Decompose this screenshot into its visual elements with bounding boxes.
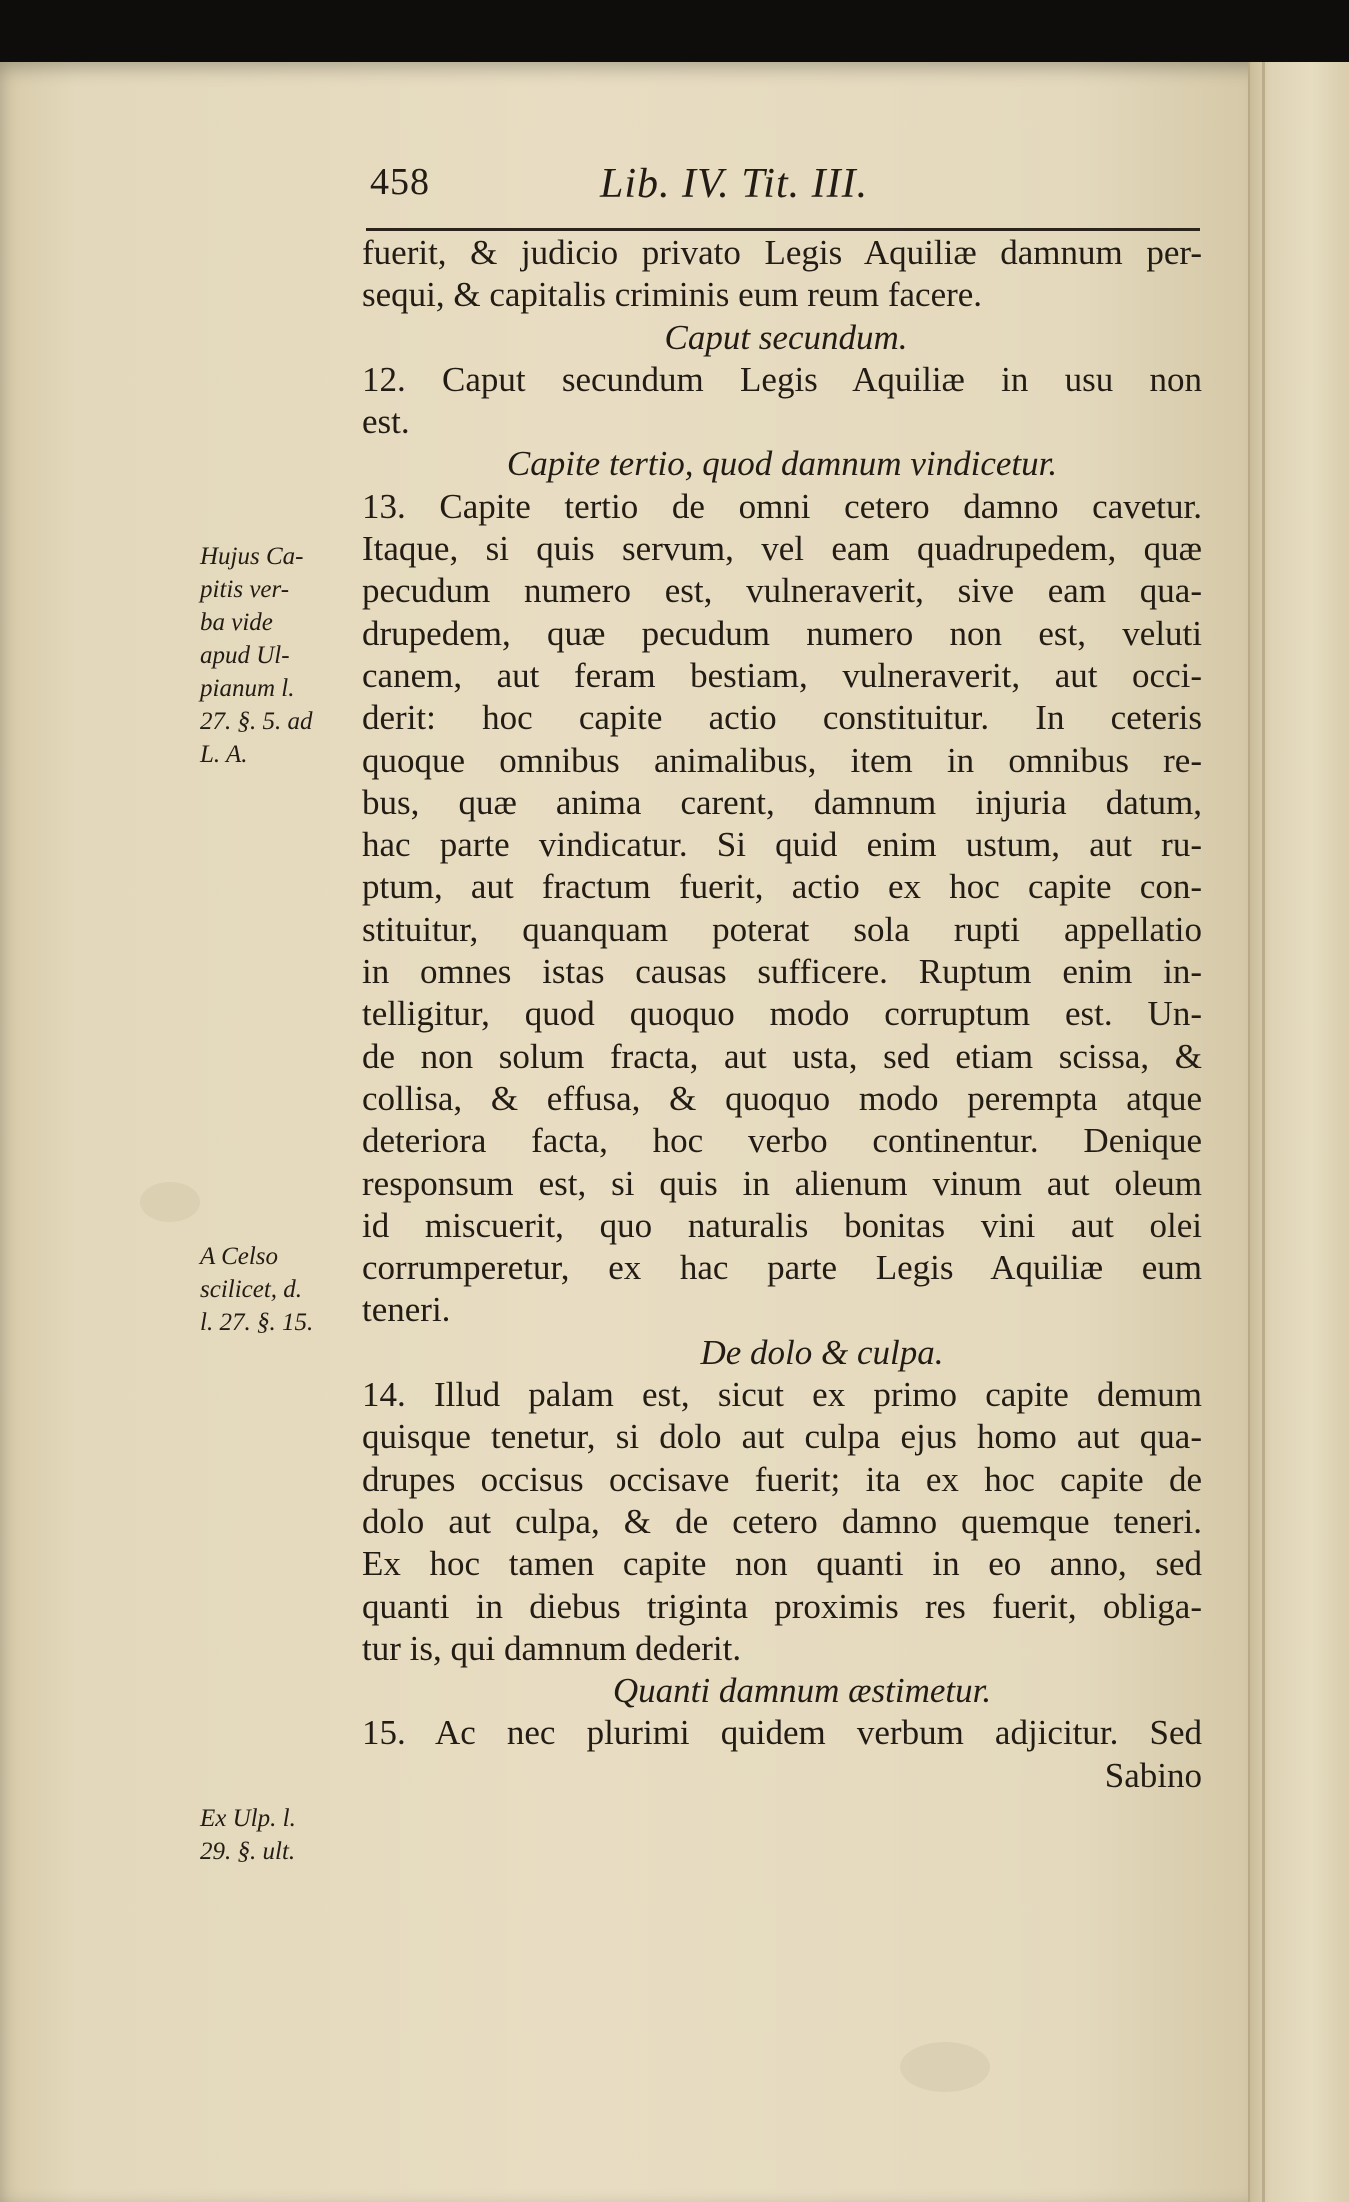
- text-line: 12. Caput secundum Legis Aquiliæ in usu non: [362, 359, 1202, 399]
- text-line: teneri.: [362, 1290, 451, 1330]
- text-line: Ex hoc tamen capite non quanti in eo anno, sed: [362, 1544, 1202, 1584]
- text-line: hac parte vindicatur. Si quid enim ustum, aut ru-: [362, 825, 1202, 865]
- main-text-column: [362, 232, 1202, 1797]
- section-heading: Quanti damnum æstimetur.: [612, 1671, 992, 1711]
- text-line: fuerit, & judicio privato Legis Aquiliæ damnum per-: [362, 233, 1202, 272]
- text-line: telligitur, quod quoquo modo corruptum est. Un-: [362, 994, 1202, 1034]
- text-line: 14. Illud palam est, sicut ex primo capite demum: [362, 1375, 1202, 1415]
- text-line: ptum, aut fractum fuerit, actio ex hoc capite con-: [362, 867, 1202, 907]
- margin-note: A Celso scilicet, d. l. 27. §. 15.: [200, 1243, 314, 1336]
- text-line: derit: hoc capite actio constituitur. In ceteris: [362, 698, 1202, 738]
- scan-top-border: [0, 0, 1349, 70]
- page-gutter-line: [1262, 62, 1265, 2202]
- text-line: deteriora facta, hoc verbo continentur. Denique: [362, 1121, 1202, 1161]
- text-line: 15. Ac nec plurimi quidem verbum adjicitur. Sed: [362, 1713, 1202, 1753]
- text-line: dolo aut culpa, & de cetero damno quemque teneri.: [362, 1501, 1202, 1541]
- section-heading: Capite tertio, quod damnum vindicetur.: [506, 444, 1058, 484]
- text-line: corrumperetur, ex hac parte Legis Aquiliæ eum: [362, 1248, 1202, 1288]
- text-line: quisque tenetur, si dolo aut culpa ejus homo aut qua-: [362, 1417, 1202, 1457]
- text-line: stituitur, quanquam poterat sola rupti appellatio: [362, 909, 1202, 949]
- text-line: drupes occisus occisave fuerit; ita ex hoc capite de: [362, 1459, 1202, 1499]
- page-header: [370, 160, 1210, 220]
- text-line: tur is, qui damnum dederit.: [362, 1628, 742, 1668]
- text-line: 13. Capite tertio de omni cetero damno cavetur.: [362, 486, 1202, 526]
- margin-note: Hujus Ca- pitis ver- ba vide apud Ul- pianum l. 27. §. 5. ad L. A.: [200, 543, 313, 768]
- text-line: est.: [362, 402, 410, 442]
- text-line: in omnes istas causas sufficere. Ruptum enim in-: [362, 952, 1202, 992]
- text-line: de non solum fracta, aut usta, sed etiam scissa, &: [362, 1036, 1202, 1076]
- text-line: quanti in diebus triginta proximis res fuerit, obliga-: [362, 1586, 1202, 1626]
- page-number: 458: [370, 161, 430, 203]
- text-line: Itaque, si quis servum, vel eam quadrupedem, quæ: [362, 529, 1202, 569]
- text-line: collisa, & effusa, & quoquo modo perempta atque: [362, 1078, 1202, 1118]
- text-line: pecudum numero est, vulneraverit, sive eam qua-: [362, 571, 1202, 611]
- running-head: Lib. IV. Tit. III.: [600, 161, 869, 207]
- text-line: canem, aut feram bestiam, vulneraverit, aut occi-: [362, 655, 1202, 695]
- text-line: sequi, & capitalis criminis eum reum facere.: [362, 275, 983, 315]
- catchword: Sabino: [1104, 1755, 1202, 1795]
- text-line: id miscuerit, quo naturalis bonitas vini aut olei: [362, 1205, 1202, 1245]
- text-line: drupedem, quæ pecudum numero non est, veluti: [362, 613, 1202, 653]
- section-heading: De dolo & culpa.: [700, 1332, 944, 1372]
- text-line: bus, quæ anima carent, damnum injuria datum,: [362, 782, 1202, 822]
- header-rule: [366, 228, 1200, 231]
- margin-note: Ex Ulp. l. 29. §. ult.: [200, 1805, 296, 1865]
- text-line: responsum est, si quis in alienum vinum aut oleum: [362, 1163, 1202, 1203]
- section-heading: Caput secundum.: [664, 317, 908, 357]
- text-line: quoque omnibus animalibus, item in omnibus re-: [362, 740, 1202, 780]
